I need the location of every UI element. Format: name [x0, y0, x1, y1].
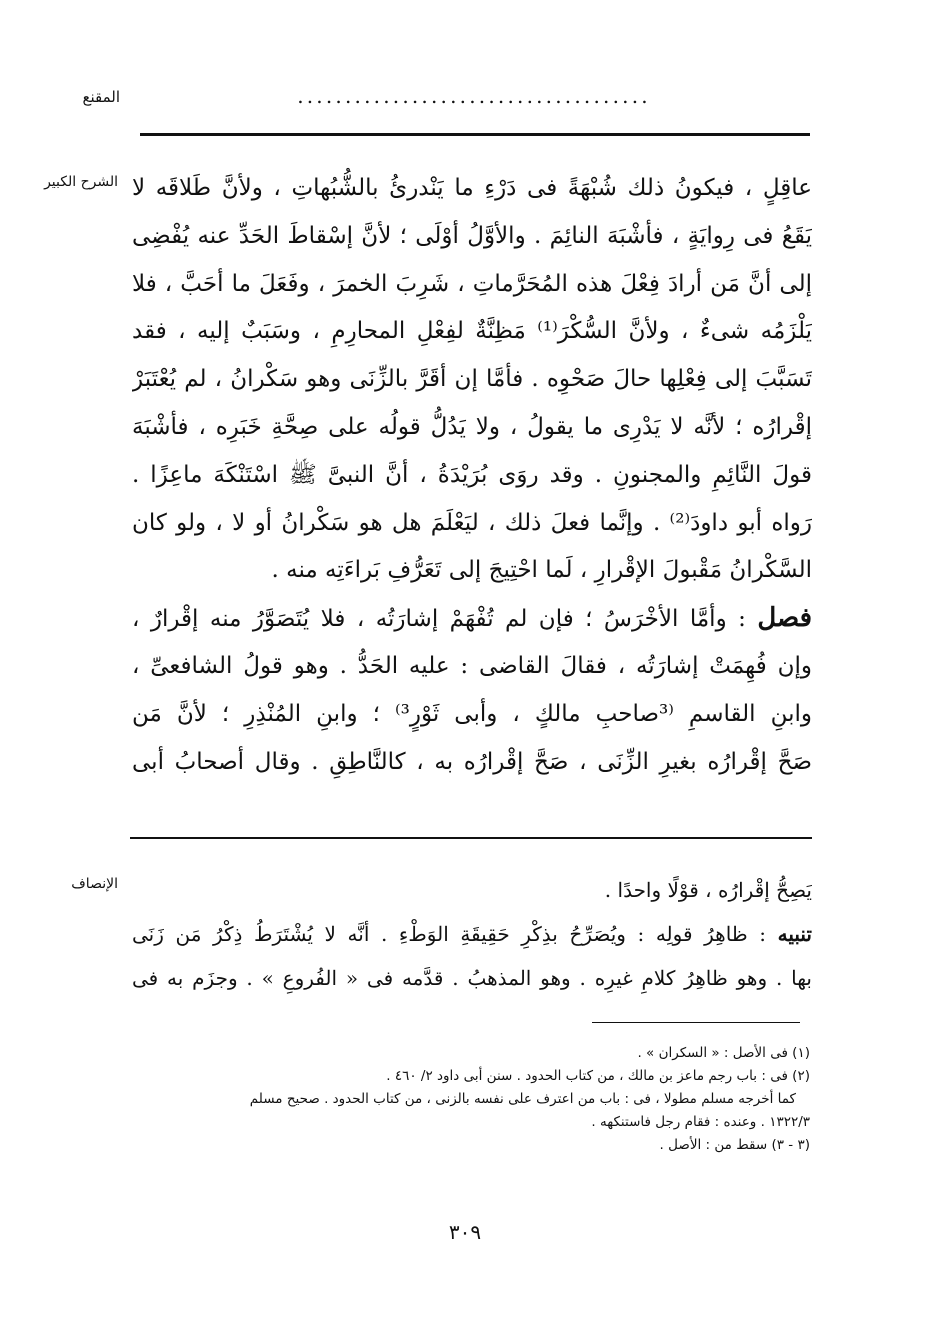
insaf-text-block — [132, 868, 812, 1000]
text-line: صَحَّ إقْرارُه بغيرِ الزِّنَى ، صَحَّ إقْرارُه به ، كالنَّاطِقِ . وقال أصحابُ أبى — [132, 748, 812, 775]
header-rule — [140, 133, 810, 136]
margin-label-sharh: الشرح الكبير — [44, 174, 118, 190]
text-line: قولَ النَّائِمِ والمجنونِ . وقد روَى بُرَيْدَةُ ، أنَّ النبىَّ ﷺ اسْتَنْكَهَ ماعِزًا . — [132, 461, 812, 488]
text-line: بها . وهو ظاهِرُ كلامِ غيرِه . وهو المذهبُ . قدَّمه فى « الفُروعِ » . وجزَم به فى — [132, 966, 812, 990]
text-line: يَقَعُ فى رِوايَةٍ ، فأشْبَهَ النائِمَ . والأوَّلُ أوْلَى ؛ لأنَّ إسْقاطَ الحَدِّ عنه يُفْضِى — [132, 222, 812, 249]
text-line: تَسَبَّبَ إلى فِعْلِها حالَ صَحْوِه . فأمَّا إن أقَرَّ بالزِّنَى وهو سَكْرانُ ، لم يُعْتَبَرْ — [132, 366, 812, 393]
fasl-text: : وأمَّا الأخْرَسُ ؛ فإن لم تُفْهَمْ إشارَتُه ، فلا يُتَصَوَّرُ منه إقْرارٌ ، — [132, 606, 758, 633]
text-line: وابنِ القاسمِ ⁽³صاحبِ مالكٍ ، وأبى ثَوْرٍ³⁾ ؛ وابنِ المُنْذِرِ ؛ لأنَّ مَن — [132, 700, 812, 727]
fasl-line — [132, 595, 812, 643]
footnote: (٢) فى : باب رجم ماعز بن مالك ، من كتاب الحدود . سنن أبى داود ٢/ ٤٦٠ . — [386, 1068, 810, 1084]
footnote: (٣ - ٣) سقط من : الأصل . — [659, 1137, 810, 1153]
text-line: إقْرارُه ؛ لأنَّه لا يَدْرِى ما يقولُ ، ولا يَدُلُّ قولُه على صِحَّةِ خَبَرِه ، فأشْبَهَ — [132, 413, 812, 440]
footnote: (١) فى الأصل : « السكران » . — [637, 1045, 810, 1061]
fasl-heading: فصل — [757, 603, 812, 634]
text-line: وإن فُهِمَتْ إشارَتُه ، فقالَ القاضى : عليه الحَدُّ . وهو قولُ الشافعىِّ ، — [132, 652, 812, 679]
text-line: عاقِلٍ ، فيكونُ ذلك شُبْهَةً فى دَرْءِ ما يَنْدرئُ بالشُّبُهاتِ ، ولأنَّ طَلاقَه لا — [132, 175, 812, 201]
footnote: كما أخرجه مسلم مطولا ، فى : باب من اعترف على نفسه بالزنى ، من كتاب الحدود . صحيح مسلم — [249, 1091, 796, 1107]
margin-label-insaf: الإنصاف — [71, 876, 118, 892]
text-line: رَواه أبو داودَ⁽²⁾ . وإنَّما فعلَ ذلك ، ليَعْلَمَ هل هو سَكْرانُ أو لا ، ولو كان — [132, 509, 812, 536]
text-line: يَصِحُّ إقْرارُه ، قوْلًا واحدًا . — [604, 878, 812, 902]
text-line: إلى أنَّ مَن أرادَ فِعْلَ هذه المُحَرَّماتِ ، شَرِبَ الخمرَ ، وفَعَلَ ما أحَبَّ ، فلا — [132, 270, 812, 297]
main-text-block — [132, 165, 812, 786]
footnote: ١٣٢٢/٣ . وعنده : فقام رجل فاستنكهه . — [591, 1114, 810, 1130]
section-divider — [130, 837, 812, 839]
tanbih-line — [132, 912, 812, 956]
page-number: ٣٠٩ — [448, 1220, 482, 1244]
header-dots: ..................................... — [297, 84, 651, 108]
footnotes — [128, 1042, 810, 1157]
footnote-rule — [592, 1022, 800, 1023]
tanbih-text: : ظاهِرُ قولِه : ويُصَرِّحُ بذِكْرِ حَقِيقَةِ الوَطْءِ . أنَّه لا يُشْتَرَطُ ذِكْرُ مَن زَنَى — [132, 922, 778, 946]
tanbih-heading: تنبيه — [777, 922, 812, 946]
text-line: يَلْزَمُه شىءٌ ، ولأنَّ السُّكْرَ⁽¹⁾ مَظِنَّةٌ لفِعْلِ المحارِمِ ، وسَبَبٌ إليه ، فقد — [132, 318, 812, 345]
text-line: السَّكْرانُ مَقْبولَ الإقْرارِ ، لَما احْتِيجَ إلى تَعَرُّفِ بَراءَتِه منه . — [271, 557, 812, 584]
running-title: المقنع — [82, 88, 120, 106]
